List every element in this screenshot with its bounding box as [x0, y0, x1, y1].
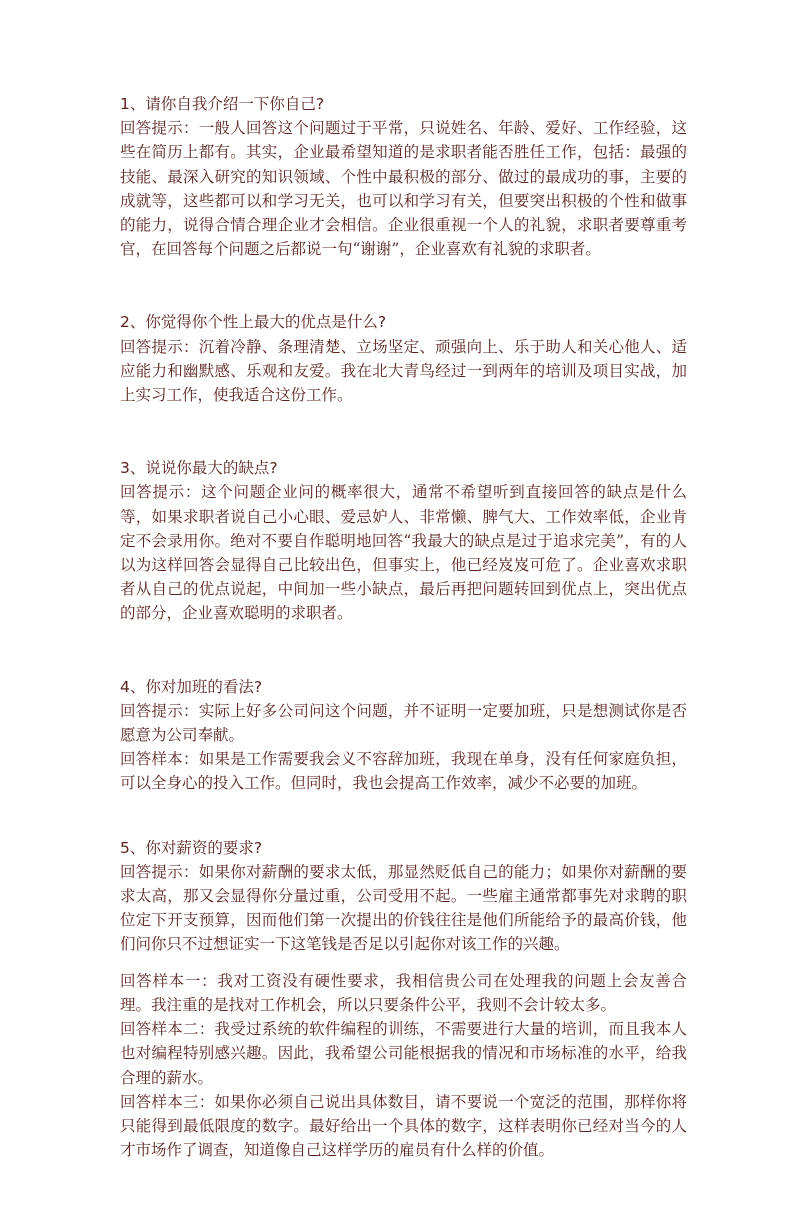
- answer-paragraph: 回答提示：实际上好多公司问这个问题，并不证明一定要加班，只是想测试你是否愿意为公司奉献。: [120, 701, 687, 745]
- question-section-2: [120, 310, 687, 407]
- paragraph-spacer: [120, 957, 687, 969]
- question-section-5: [120, 836, 687, 1163]
- question-title: 2、你觉得你个性上最大的优点是什么?: [120, 313, 387, 332]
- question-section-3: [120, 456, 687, 625]
- answer-paragraph: 回答提示：如果你对薪酬的要求太低，那显然贬低自己的能力；如果你对薪酬的要求太高，那又会显得你分量过重，公司受用不起。一些雇主通常都事先对求聘的职位定下开支预算，因而他们第一次提出的价钱往往是他们所能给予的最高价钱，他们问你只不过想证实一下这笔钱是否足以引起你对该工作的兴趣。: [120, 862, 687, 954]
- answer-paragraph: 回答提示：这个问题企业问的概率很大，通常不希望听到直接回答的缺点是什么等，如果求职者说自己小心眼、爱忌妒人、非常懒、脾气大、工作效率低，企业肯定不会录用你。绝对不要自作聪明地回答“我最大的缺点是过于追求完美”，有的人以为这样回答会显得自己比较出色，但事实上，他已经岌岌可危了。企业喜欢求职者从自己的优点说起，中间加一些小缺点，最后再把问题转回到优点上，突出优点的部分，企业喜欢聪明的求职者。: [120, 483, 687, 623]
- answer-sample-paragraph: 回答样本二：我受过系统的软件编程的训练，不需要进行大量的培训，而且我本人也对编程特别感兴趣。因此，我希望公司能根据我的情况和市场标准的水平，给我合理的薪水。: [120, 1020, 687, 1087]
- question-title: 5、你对薪资的要求?: [120, 838, 263, 857]
- answer-paragraph: 回答提示：一般人回答这个问题过于平常，只说姓名、年龄、爱好、工作经验，这些在简历上都有。其实，企业最希望知道的是求职者能否胜任工作，包括：最强的技能、最深入研究的知识领域、个性中最积极的部分、做过的最成功的事，主要的成就等，这些都可以和学习无关，也可以和学习有关，但要突出积极的个性和做事的能力，说得合情合理企业才会相信。企业很重视一个人的礼貌，求职者要尊重考官，在回答每个问题之后都说一句“谢谢”，企业喜欢有礼貌的求职者。: [120, 119, 687, 259]
- answer-sample-paragraph: 回答样本：如果是工作需要我会义不容辞加班，我现在单身，没有任何家庭负担，可以全身心的投入工作。但同时，我也会提高工作效率，减少不必要的加班。: [120, 750, 687, 793]
- question-section-1: [120, 92, 687, 261]
- document-page: [120, 92, 687, 1211]
- question-section-4: [120, 675, 687, 796]
- question-title: 4、你对加班的看法?: [120, 677, 263, 696]
- question-title: 3、说说你最大的缺点?: [120, 459, 278, 478]
- answer-paragraph: 回答提示：沉着冷静、条理清楚、立场坚定、顽强向上、乐于助人和关心他人、适应能力和幽默感、乐观和友爱。我在北大青鸟经过一到两年的培训及项目实战，加上实习工作，使我适合这份工作。: [120, 337, 687, 405]
- question-title: 1、请你自我介绍一下你自己?: [120, 95, 325, 113]
- answer-sample-paragraph: 回答样本三：如果你必须自己说出具体数目，请不要说一个宽泛的范围，那样你将只能得到最低限度的数字。最好给出一个具体的数字，这样表明你已经对当今的人才市场作了调查，知道像自己这样学历的雇员有什么样的价值。: [120, 1092, 687, 1160]
- answer-sample-paragraph: 回答样本一：我对工资没有硬性要求，我相信贵公司在处理我的问题上会友善合理。我注重的是找对工作机会，所以只要条件公平，我则不会计较太多。: [120, 971, 687, 1014]
